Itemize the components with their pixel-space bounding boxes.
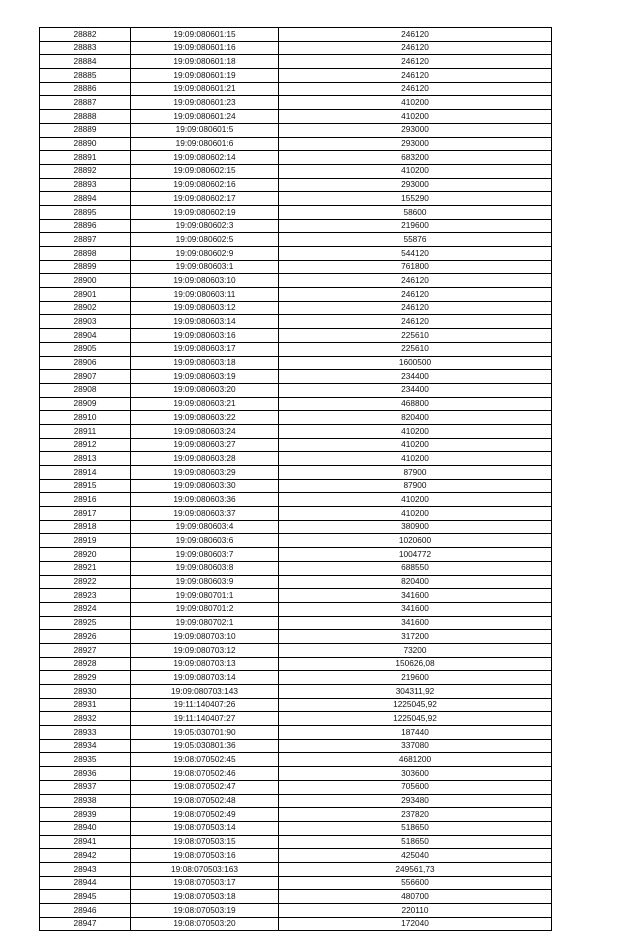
- table-row: [40, 329, 552, 343]
- row-number-cell: 28929: [40, 671, 131, 685]
- cadastral-number-cell: 19:09:080601:24: [131, 110, 279, 124]
- cadastral-number-cell: 19:09:080702:1: [131, 616, 279, 630]
- table-row: [40, 602, 552, 616]
- row-number-cell: 28922: [40, 575, 131, 589]
- value-cell: 234400: [279, 370, 552, 384]
- row-number-cell: 28915: [40, 479, 131, 493]
- value-cell: 246120: [279, 301, 552, 315]
- table-row: [40, 753, 552, 767]
- value-cell: 705600: [279, 780, 552, 794]
- table-row: [40, 904, 552, 918]
- row-number-cell: 28947: [40, 917, 131, 931]
- row-number-cell: 28943: [40, 862, 131, 876]
- cadastral-number-cell: 19:09:080601:23: [131, 96, 279, 110]
- value-cell: 293000: [279, 123, 552, 137]
- row-number-cell: 28934: [40, 739, 131, 753]
- value-cell: 246120: [279, 55, 552, 69]
- row-number-cell: 28893: [40, 178, 131, 192]
- table-row: [40, 821, 552, 835]
- cadastral-number-cell: 19:08:070503:19: [131, 904, 279, 918]
- cadastral-number-cell: 19:09:080603:14: [131, 315, 279, 329]
- table-row: [40, 41, 552, 55]
- value-cell: 293000: [279, 178, 552, 192]
- table-row: [40, 247, 552, 261]
- value-cell: 683200: [279, 151, 552, 165]
- table-row: [40, 178, 552, 192]
- row-number-cell: 28917: [40, 507, 131, 521]
- value-cell: 518650: [279, 821, 552, 835]
- table-row: [40, 917, 552, 931]
- row-number-cell: 28886: [40, 82, 131, 96]
- table-row: [40, 671, 552, 685]
- row-number-cell: 28914: [40, 466, 131, 480]
- value-cell: 87900: [279, 479, 552, 493]
- row-number-cell: 28909: [40, 397, 131, 411]
- table-row: [40, 589, 552, 603]
- value-cell: 468800: [279, 397, 552, 411]
- table-row: [40, 890, 552, 904]
- cadastral-number-cell: 19:09:080603:1: [131, 260, 279, 274]
- value-cell: 341600: [279, 602, 552, 616]
- value-cell: 761800: [279, 260, 552, 274]
- row-number-cell: 28945: [40, 890, 131, 904]
- value-cell: 410200: [279, 164, 552, 178]
- table-row: [40, 726, 552, 740]
- table-row: [40, 466, 552, 480]
- value-cell: 425040: [279, 849, 552, 863]
- cadastral-number-cell: 19:08:070502:45: [131, 753, 279, 767]
- value-cell: 410200: [279, 110, 552, 124]
- cadastral-number-cell: 19:09:080603:36: [131, 493, 279, 507]
- row-number-cell: 28938: [40, 794, 131, 808]
- cadastral-number-cell: 19:08:070503:17: [131, 876, 279, 890]
- row-number-cell: 28912: [40, 438, 131, 452]
- table-row: [40, 739, 552, 753]
- cadastral-number-cell: 19:09:080601:18: [131, 55, 279, 69]
- row-number-cell: 28939: [40, 808, 131, 822]
- cadastral-number-cell: 19:09:080602:14: [131, 151, 279, 165]
- cadastral-number-cell: 19:11:140407:26: [131, 698, 279, 712]
- cadastral-number-cell: 19:09:080602:5: [131, 233, 279, 247]
- row-number-cell: 28920: [40, 548, 131, 562]
- value-cell: 1225045,92: [279, 698, 552, 712]
- cadastral-number-cell: 19:09:080603:18: [131, 356, 279, 370]
- value-cell: 187440: [279, 726, 552, 740]
- row-number-cell: 28942: [40, 849, 131, 863]
- value-cell: 410200: [279, 507, 552, 521]
- cadastral-number-cell: 19:09:080603:17: [131, 342, 279, 356]
- cadastral-number-cell: 19:09:080603:28: [131, 452, 279, 466]
- value-cell: 246120: [279, 41, 552, 55]
- value-cell: 341600: [279, 616, 552, 630]
- row-number-cell: 28935: [40, 753, 131, 767]
- table-row: [40, 55, 552, 69]
- table-row: [40, 685, 552, 699]
- value-cell: 380900: [279, 520, 552, 534]
- row-number-cell: 28890: [40, 137, 131, 151]
- cadastral-number-cell: 19:08:070503:18: [131, 890, 279, 904]
- cadastral-number-cell: 19:09:080602:3: [131, 219, 279, 233]
- table-row: [40, 69, 552, 83]
- table-row: [40, 643, 552, 657]
- cadastral-number-cell: 19:09:080703:10: [131, 630, 279, 644]
- cadastral-number-cell: 19:09:080602:19: [131, 205, 279, 219]
- table-row: [40, 452, 552, 466]
- cadastral-number-cell: 19:09:080603:4: [131, 520, 279, 534]
- table-row: [40, 534, 552, 548]
- row-number-cell: 28918: [40, 520, 131, 534]
- value-cell: 410200: [279, 452, 552, 466]
- value-cell: 246120: [279, 28, 552, 42]
- row-number-cell: 28916: [40, 493, 131, 507]
- cadastral-number-cell: 19:09:080601:21: [131, 82, 279, 96]
- table-row: [40, 315, 552, 329]
- cadastral-number-cell: 19:09:080603:12: [131, 301, 279, 315]
- value-cell: 246120: [279, 288, 552, 302]
- value-cell: 234400: [279, 383, 552, 397]
- value-cell: 1225045,92: [279, 712, 552, 726]
- row-number-cell: 28903: [40, 315, 131, 329]
- row-number-cell: 28907: [40, 370, 131, 384]
- cadastral-number-cell: 19:09:080701:2: [131, 602, 279, 616]
- value-cell: 225610: [279, 329, 552, 343]
- table-row: [40, 370, 552, 384]
- row-number-cell: 28882: [40, 28, 131, 42]
- table-row: [40, 137, 552, 151]
- table-row: [40, 96, 552, 110]
- value-cell: 219600: [279, 219, 552, 233]
- table-row: [40, 862, 552, 876]
- row-number-cell: 28927: [40, 643, 131, 657]
- value-cell: 410200: [279, 96, 552, 110]
- row-number-cell: 28901: [40, 288, 131, 302]
- cadastral-number-cell: 19:09:080602:9: [131, 247, 279, 261]
- row-number-cell: 28891: [40, 151, 131, 165]
- value-cell: 172040: [279, 917, 552, 931]
- value-cell: 544120: [279, 247, 552, 261]
- row-number-cell: 28894: [40, 192, 131, 206]
- cadastral-number-cell: 19:09:080603:24: [131, 424, 279, 438]
- cadastral-value-table-container: [39, 27, 551, 931]
- value-cell: 1020600: [279, 534, 552, 548]
- table-row: [40, 767, 552, 781]
- row-number-cell: 28936: [40, 767, 131, 781]
- row-number-cell: 28946: [40, 904, 131, 918]
- value-cell: 4681200: [279, 753, 552, 767]
- table-row: [40, 548, 552, 562]
- cadastral-number-cell: 19:09:080603:37: [131, 507, 279, 521]
- value-cell: 820400: [279, 411, 552, 425]
- cadastral-number-cell: 19:08:070503:14: [131, 821, 279, 835]
- value-cell: 220110: [279, 904, 552, 918]
- table-row: [40, 780, 552, 794]
- row-number-cell: 28906: [40, 356, 131, 370]
- table-row: [40, 233, 552, 247]
- cadastral-number-cell: 19:05:030701:90: [131, 726, 279, 740]
- cadastral-number-cell: 19:08:070503:163: [131, 862, 279, 876]
- table-body: [40, 28, 552, 931]
- cadastral-number-cell: 19:09:080603:30: [131, 479, 279, 493]
- table-row: [40, 493, 552, 507]
- value-cell: 246120: [279, 315, 552, 329]
- row-number-cell: 28905: [40, 342, 131, 356]
- table-row: [40, 835, 552, 849]
- row-number-cell: 28908: [40, 383, 131, 397]
- value-cell: 58600: [279, 205, 552, 219]
- row-number-cell: 28900: [40, 274, 131, 288]
- row-number-cell: 28933: [40, 726, 131, 740]
- value-cell: 1004772: [279, 548, 552, 562]
- cadastral-number-cell: 19:08:070502:48: [131, 794, 279, 808]
- cadastral-number-cell: 19:09:080603:21: [131, 397, 279, 411]
- row-number-cell: 28919: [40, 534, 131, 548]
- row-number-cell: 28885: [40, 69, 131, 83]
- value-cell: 246120: [279, 274, 552, 288]
- row-number-cell: 28931: [40, 698, 131, 712]
- row-number-cell: 28928: [40, 657, 131, 671]
- table-row: [40, 301, 552, 315]
- value-cell: 317200: [279, 630, 552, 644]
- cadastral-number-cell: 19:09:080603:8: [131, 561, 279, 575]
- table-row: [40, 411, 552, 425]
- table-row: [40, 520, 552, 534]
- cadastral-number-cell: 19:08:070503:20: [131, 917, 279, 931]
- cadastral-number-cell: 19:05:030801:36: [131, 739, 279, 753]
- table-row: [40, 205, 552, 219]
- cadastral-number-cell: 19:08:070502:49: [131, 808, 279, 822]
- table-row: [40, 123, 552, 137]
- table-row: [40, 575, 552, 589]
- table-row: [40, 397, 552, 411]
- row-number-cell: 28925: [40, 616, 131, 630]
- row-number-cell: 28910: [40, 411, 131, 425]
- row-number-cell: 28889: [40, 123, 131, 137]
- row-number-cell: 28944: [40, 876, 131, 890]
- table-row: [40, 288, 552, 302]
- row-number-cell: 28937: [40, 780, 131, 794]
- row-number-cell: 28897: [40, 233, 131, 247]
- row-number-cell: 28898: [40, 247, 131, 261]
- table-row: [40, 794, 552, 808]
- row-number-cell: 28895: [40, 205, 131, 219]
- table-row: [40, 698, 552, 712]
- cadastral-number-cell: 19:09:080603:16: [131, 329, 279, 343]
- value-cell: 410200: [279, 493, 552, 507]
- value-cell: 556600: [279, 876, 552, 890]
- table-row: [40, 260, 552, 274]
- table-row: [40, 192, 552, 206]
- value-cell: 237820: [279, 808, 552, 822]
- value-cell: 219600: [279, 671, 552, 685]
- cadastral-number-cell: 19:09:080602:15: [131, 164, 279, 178]
- value-cell: 820400: [279, 575, 552, 589]
- row-number-cell: 28924: [40, 602, 131, 616]
- value-cell: 304311,92: [279, 685, 552, 699]
- table-row: [40, 82, 552, 96]
- row-number-cell: 28902: [40, 301, 131, 315]
- value-cell: 341600: [279, 589, 552, 603]
- row-number-cell: 28941: [40, 835, 131, 849]
- cadastral-number-cell: 19:08:070502:46: [131, 767, 279, 781]
- cadastral-number-cell: 19:09:080601:19: [131, 69, 279, 83]
- row-number-cell: 28913: [40, 452, 131, 466]
- value-cell: 73200: [279, 643, 552, 657]
- row-number-cell: 28904: [40, 329, 131, 343]
- cadastral-number-cell: 19:09:080603:11: [131, 288, 279, 302]
- table-row: [40, 438, 552, 452]
- cadastral-number-cell: 19:09:080703:12: [131, 643, 279, 657]
- cadastral-number-cell: 19:09:080603:9: [131, 575, 279, 589]
- value-cell: 293000: [279, 137, 552, 151]
- row-number-cell: 28926: [40, 630, 131, 644]
- value-cell: 246120: [279, 82, 552, 96]
- cadastral-number-cell: 19:08:070503:15: [131, 835, 279, 849]
- table-row: [40, 28, 552, 42]
- cadastral-number-cell: 19:09:080602:16: [131, 178, 279, 192]
- table-row: [40, 616, 552, 630]
- value-cell: 337080: [279, 739, 552, 753]
- value-cell: 87900: [279, 466, 552, 480]
- row-number-cell: 28899: [40, 260, 131, 274]
- cadastral-value-table: [39, 27, 552, 931]
- row-number-cell: 28892: [40, 164, 131, 178]
- row-number-cell: 28932: [40, 712, 131, 726]
- value-cell: 293480: [279, 794, 552, 808]
- cadastral-number-cell: 19:09:080603:6: [131, 534, 279, 548]
- cadastral-number-cell: 19:09:080703:13: [131, 657, 279, 671]
- row-number-cell: 28887: [40, 96, 131, 110]
- row-number-cell: 28911: [40, 424, 131, 438]
- row-number-cell: 28940: [40, 821, 131, 835]
- cadastral-number-cell: 19:09:080703:14: [131, 671, 279, 685]
- value-cell: 155290: [279, 192, 552, 206]
- cadastral-number-cell: 19:08:070502:47: [131, 780, 279, 794]
- table-row: [40, 219, 552, 233]
- table-row: [40, 383, 552, 397]
- cadastral-number-cell: 19:09:080601:5: [131, 123, 279, 137]
- table-row: [40, 110, 552, 124]
- cadastral-number-cell: 19:09:080603:22: [131, 411, 279, 425]
- value-cell: 1600500: [279, 356, 552, 370]
- table-row: [40, 630, 552, 644]
- cadastral-number-cell: 19:09:080603:20: [131, 383, 279, 397]
- table-row: [40, 712, 552, 726]
- cadastral-number-cell: 19:09:080603:19: [131, 370, 279, 384]
- cadastral-number-cell: 19:09:080602:17: [131, 192, 279, 206]
- row-number-cell: 28888: [40, 110, 131, 124]
- value-cell: 55876: [279, 233, 552, 247]
- cadastral-number-cell: 19:09:080601:16: [131, 41, 279, 55]
- value-cell: 410200: [279, 424, 552, 438]
- table-row: [40, 274, 552, 288]
- value-cell: 480700: [279, 890, 552, 904]
- row-number-cell: 28930: [40, 685, 131, 699]
- table-row: [40, 151, 552, 165]
- value-cell: 249561,73: [279, 862, 552, 876]
- cadastral-number-cell: 19:11:140407:27: [131, 712, 279, 726]
- cadastral-number-cell: 19:09:080703:143: [131, 685, 279, 699]
- row-number-cell: 28923: [40, 589, 131, 603]
- value-cell: 303600: [279, 767, 552, 781]
- value-cell: 150626,08: [279, 657, 552, 671]
- table-row: [40, 424, 552, 438]
- value-cell: 410200: [279, 438, 552, 452]
- cadastral-number-cell: 19:08:070503:16: [131, 849, 279, 863]
- table-row: [40, 561, 552, 575]
- table-row: [40, 849, 552, 863]
- table-row: [40, 356, 552, 370]
- cadastral-number-cell: 19:09:080601:15: [131, 28, 279, 42]
- cadastral-number-cell: 19:09:080603:10: [131, 274, 279, 288]
- table-row: [40, 164, 552, 178]
- table-row: [40, 876, 552, 890]
- value-cell: 225610: [279, 342, 552, 356]
- row-number-cell: 28896: [40, 219, 131, 233]
- table-row: [40, 808, 552, 822]
- table-row: [40, 479, 552, 493]
- row-number-cell: 28884: [40, 55, 131, 69]
- row-number-cell: 28883: [40, 41, 131, 55]
- cadastral-number-cell: 19:09:080701:1: [131, 589, 279, 603]
- value-cell: 518650: [279, 835, 552, 849]
- row-number-cell: 28921: [40, 561, 131, 575]
- table-row: [40, 657, 552, 671]
- cadastral-number-cell: 19:09:080603:27: [131, 438, 279, 452]
- value-cell: 246120: [279, 69, 552, 83]
- value-cell: 688550: [279, 561, 552, 575]
- table-row: [40, 342, 552, 356]
- cadastral-number-cell: 19:09:080603:7: [131, 548, 279, 562]
- cadastral-number-cell: 19:09:080603:29: [131, 466, 279, 480]
- table-row: [40, 507, 552, 521]
- cadastral-number-cell: 19:09:080601:6: [131, 137, 279, 151]
